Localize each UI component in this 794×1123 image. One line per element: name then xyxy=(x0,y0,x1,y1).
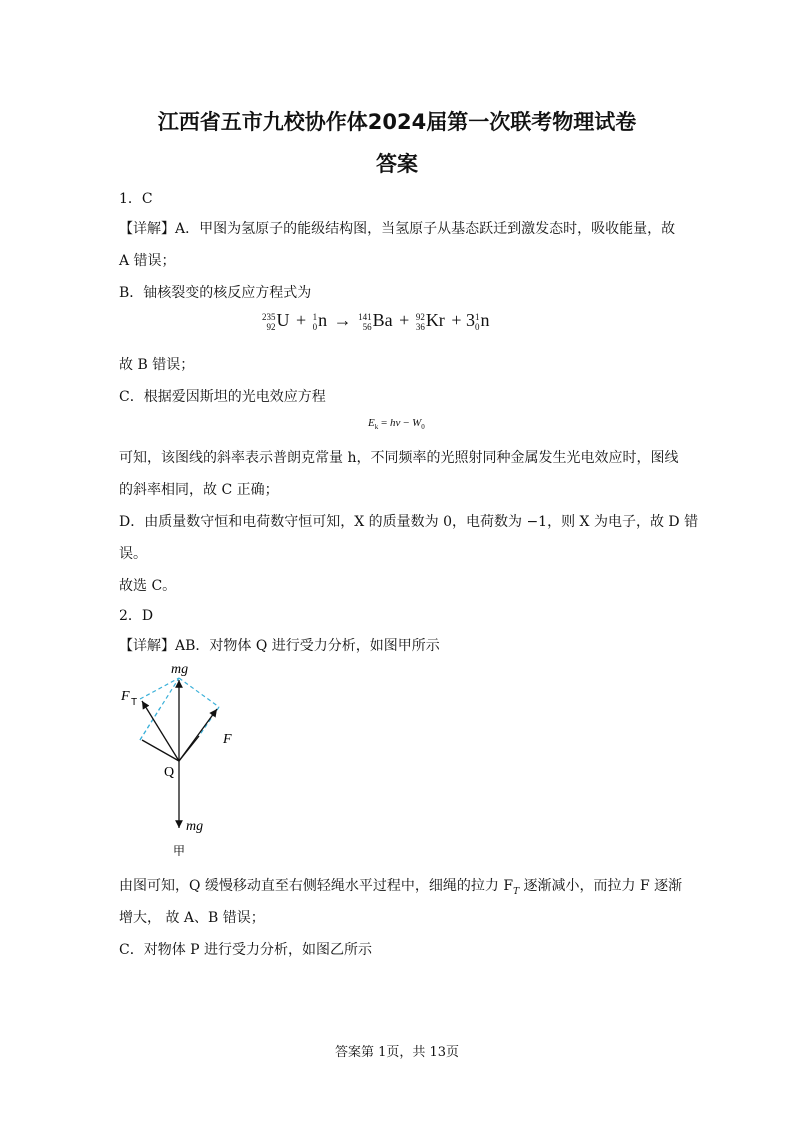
label-mg-top: mg xyxy=(171,662,189,677)
q2-conclusion-line2: 增大， 故 A、B 错误； xyxy=(119,910,265,926)
label-mg-bottom: mg xyxy=(186,819,204,834)
photoelectric-equation xyxy=(368,417,425,431)
page-subtitle: 答案 xyxy=(376,152,418,176)
q2-answer: 2．D xyxy=(119,608,154,624)
right-short-line xyxy=(179,736,199,761)
label-ft-sub: T xyxy=(131,697,138,708)
uranium-nuclide xyxy=(262,310,290,332)
n-charge: 0 xyxy=(312,321,318,332)
conclusion1-text: 由图可知，Q 缓慢移动直至右侧轻绳水平过程中，细绳的拉力 F xyxy=(119,878,514,894)
ba-symbol: Ba xyxy=(372,310,393,330)
label-q: Q xyxy=(164,765,175,780)
u-symbol: U xyxy=(276,310,290,330)
page-title: 江西省五市九校协作体2024届第一次联考物理试卷 xyxy=(157,110,637,134)
figure-caption: 甲 xyxy=(173,844,186,856)
label-ft: F xyxy=(121,689,130,704)
neutron-nuclide-2 xyxy=(475,310,490,332)
plus-1: + xyxy=(296,310,307,330)
barium-nuclide xyxy=(358,310,393,332)
neutron-nuclide xyxy=(313,310,328,332)
ft-arrow xyxy=(142,701,179,761)
neutron-coefficient: 3 xyxy=(465,310,475,330)
u-mass: 235 xyxy=(262,311,276,322)
label-f: F xyxy=(223,732,232,747)
eq2-hv: hν xyxy=(389,417,401,429)
fission-equation xyxy=(260,310,491,332)
u-charge: 92 xyxy=(266,321,276,332)
eq2-minus: − xyxy=(403,417,410,429)
q1-d-line1: D．由质量数守恒和电荷数守恒可知，X 的质量数为 0，电荷数为 −1，则 X 为电子，故 D 错 xyxy=(119,514,699,530)
q1-d-line2: 误。 xyxy=(119,546,147,562)
q1-answer: 1．C xyxy=(119,191,153,207)
eq2-e: E xyxy=(368,417,375,429)
q2-detail-c: C．对物体 P 进行受力分析，如图乙所示 xyxy=(119,942,373,958)
arrow: → xyxy=(333,310,352,330)
q1-detail-c: C．根据爱因斯坦的光电效应方程 xyxy=(119,389,326,405)
dashed-left-top xyxy=(140,678,179,699)
conclusion1b-text: 逐渐减小，而拉力 F 逐渐 xyxy=(519,878,683,894)
eq2-w: W xyxy=(412,417,422,429)
n2-symbol: n xyxy=(480,310,490,330)
q1-detail-a-line2: A 错误； xyxy=(119,253,176,269)
n-mass: 1 xyxy=(312,311,318,322)
plus-3: + xyxy=(451,310,462,330)
q1-c-line1: 可知，该图线的斜率表示普朗克常量 h，不同频率的光照射同种金属发生光电效应时，图线 xyxy=(119,450,679,466)
kr-symbol: Kr xyxy=(425,310,445,330)
krypton-nuclide xyxy=(416,310,445,332)
q1-c-line2: 的斜率相同，故 C 正确； xyxy=(119,482,279,498)
q2-detail-ab: 【详解】AB．对物体 Q 进行受力分析，如图甲所示 xyxy=(119,638,440,654)
dashed-right-top xyxy=(179,678,219,707)
left-short-line xyxy=(142,740,179,761)
eq2-equals: = xyxy=(380,417,388,429)
kr-mass: 92 xyxy=(415,311,425,322)
eq2-w-sub: 0 xyxy=(421,423,425,432)
n2-charge: 0 xyxy=(474,321,480,332)
force-diagram xyxy=(115,656,255,856)
ba-charge: 56 xyxy=(362,321,372,332)
dashed-left-diag xyxy=(140,678,179,740)
q1-b-wrong: 故 B 错误； xyxy=(119,357,195,373)
eq2-e-sub: k xyxy=(374,423,379,432)
n-symbol: n xyxy=(318,310,328,330)
page-footer: 答案第 1页，共 13页 xyxy=(334,1045,460,1060)
q1-detail-a-line1: 【详解】A．甲图为氢原子的能级结构图，当氢原子从基态跃迁到激发态时，吸收能量，故 xyxy=(119,221,676,237)
q2-conclusion-line1 xyxy=(119,875,682,897)
q1-detail-b: B．铀核裂变的核反应方程式为 xyxy=(119,285,312,301)
conclusion1-sub: T xyxy=(513,886,520,897)
q1-final: 故选 C。 xyxy=(119,578,177,594)
ba-mass: 141 xyxy=(358,311,372,322)
kr-charge: 36 xyxy=(415,321,425,332)
n2-mass: 1 xyxy=(474,311,480,322)
plus-2: + xyxy=(399,310,410,330)
